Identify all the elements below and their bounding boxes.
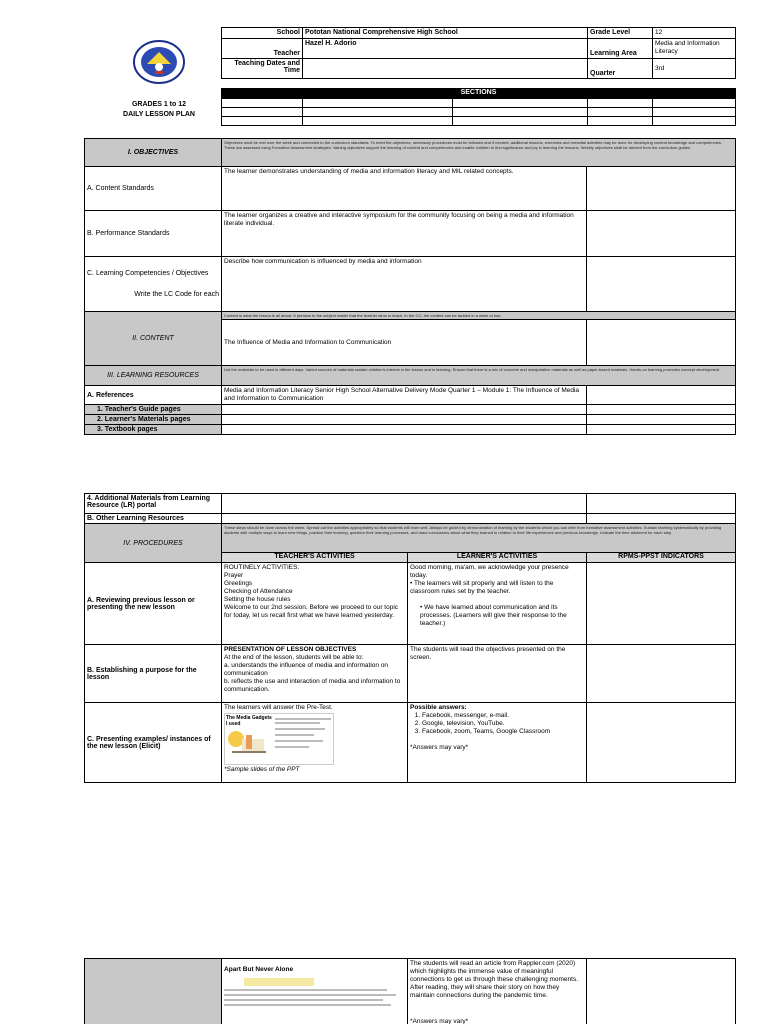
dates-label: Teaching Dates and Time <box>222 59 303 79</box>
article-title: Apart But Never Alone <box>224 966 294 973</box>
routine-item: Checking of Attendance <box>224 588 293 595</box>
textbook-label: 3. Textbook pages <box>85 425 222 435</box>
content-standards-text: The learner demonstrates understanding of media and information literacy and MIL related concepts. <box>222 167 587 211</box>
deped-seal <box>133 40 185 84</box>
lc-code-label: Write the LC Code for each <box>134 291 219 298</box>
section-d-label-cell <box>85 959 222 1024</box>
sections-table <box>221 88 736 126</box>
performance-standards-text: The learner organizes a creative and interactive symposium for the community focusing on being a media and information literate individual. <box>222 211 587 257</box>
learning-competencies-cell <box>85 257 222 312</box>
school-label: School <box>222 28 303 39</box>
procedures-note: These steps should be done across the week. Spread out the activities appropriately so that students will learn well. Always be guided by demonstration of learning by the students which you can infer from formative assessment activities. Sustain learning systematically by providing students with multiple ways to learn new things, practice their learning, question their learning processes, and draw conclusions about what they learned in relation to their life experiences and previous knowledge. Indicate the time allotment for each step. <box>222 524 736 553</box>
area-label: Learning Area <box>588 39 653 59</box>
article-answers-vary: *Answers may vary* <box>410 1018 469 1024</box>
content-text: The Influence of Media and Information to Communication <box>222 320 587 366</box>
resources-note: List the materials to be used in different days. Varied sources of materials sustain children's interest in the lesson and in learning. Ensure that there is a mix of concrete and manipulative materials as well as paper-based materials. Hands-on learning promotes concept development. <box>222 366 736 386</box>
plan-title-line2: DAILY LESSON PLAN <box>123 111 195 118</box>
header-table <box>221 27 736 79</box>
routine-head: ROUTINELY ACTIVITIES: <box>224 564 300 571</box>
objectives-note: Objectives must be met over the week and connected to the curriculum standards. To meet the objectives, necessary procedures must be followed and if needed, additional lessons, exercises and remedial activities may be done for developing content knowledge and competencies. These are assessed using Formative Assessment strategies. Valuing objectives support the learning of content and competencies and enable children to find significance and joy in learning the lessons. Weekly objectives shall be derived from the curriculum guides. <box>222 139 736 167</box>
routine-item: Greetings <box>224 580 253 587</box>
possible-answers-head: Possible answers: <box>410 704 467 711</box>
resources-label: III. LEARNING RESOURCES <box>85 366 222 386</box>
references-text: Media and Information Literacy Senior High School Alternative Delivery Mode Quarter 1 – Module 1: The Influence of Media and Information to Communication <box>222 386 587 405</box>
area-value: Media and Information Literacy <box>653 39 736 59</box>
content-standards-label: A. Content Standards <box>85 167 222 211</box>
objectives-label: I. OBJECTIVES <box>85 139 222 167</box>
other-resources-label: B. Other Learning Resources <box>85 514 222 524</box>
section-c-label: C. Presenting examples/ instances of the new lesson (Elicit) <box>85 703 222 783</box>
procedures-label: IV. PROCEDURES <box>85 524 222 563</box>
dates-value <box>303 59 588 79</box>
article-learner <box>408 959 587 1024</box>
learner-activities-header: LEARNER'S ACTIVITIES <box>408 553 587 563</box>
answer-item: 3. Facebook, zoom, Teams, Google Classroom <box>422 728 584 736</box>
school-value: Pototan National Comprehensive High School <box>303 28 588 39</box>
rpms-header: RPMS-PPST INDICATORS <box>587 553 736 563</box>
teachers-guide-label: 1. Teacher's Guide pages <box>85 405 222 415</box>
performance-standards-label: B. Performance Standards <box>85 211 222 257</box>
section-a-learner <box>408 563 587 645</box>
learning-competencies-label: C. Learning Competencies / Objectives <box>87 270 209 277</box>
objectives-presentation-head: PRESENTATION OF LESSON OBJECTIVES <box>224 646 357 653</box>
plan-title <box>100 100 218 120</box>
procedures-table <box>84 493 736 783</box>
article-cell <box>222 959 408 1024</box>
section-a-label: A. Reviewing previous lesson or presenting the new lesson <box>85 563 222 645</box>
article-table <box>84 958 736 1024</box>
content-note: Content is what the lesson is all about. It pertains to the subject matter that the teacher aims to teach. In the CG, the content can be tackled in a week or two. <box>222 312 736 320</box>
slide-illustration-icon <box>226 727 270 757</box>
sections-header: SECTIONS <box>222 89 736 99</box>
ppt-slide <box>224 713 334 765</box>
section-b-label: B. Establishing a purpose for the lesson <box>85 645 222 703</box>
answer-item: 1. Facebook, messenger, e-mail. <box>422 712 584 720</box>
learner-greeting: Good morning, ma'am, we acknowledge your presence today. <box>410 564 569 579</box>
welcome-text: Welcome to our 2nd session. Before we proceed to our topic for today, let us recall first what we have learned yesterday. <box>224 604 399 619</box>
plan-title-line1: GRADES 1 to 12 <box>131 101 187 108</box>
answers-vary: *Answers may vary* <box>410 744 469 751</box>
routine-item: Prayer <box>224 572 244 579</box>
article-learner-text: The students will read an article from Rappler.com (2020) which highlights the immense value of meaningful connections to get us through these challenging moments. After reading, they will share their story on how they maintain connections during the pandemic time. <box>410 960 579 999</box>
objectives-table <box>84 138 736 435</box>
article-thumbnail <box>224 978 405 1006</box>
answer-item: 2. Google, television, YouTube. <box>422 720 584 728</box>
pretest-intro: The learners will answer the Pre-Test. <box>224 704 333 711</box>
section-a-teacher <box>222 563 408 645</box>
slide-title: The Media Gadgets I used <box>226 715 272 727</box>
references-label: A. References <box>85 386 222 405</box>
objectives-intro: At the end of the lesson, students will be able to: <box>224 654 364 661</box>
grade-label: Grade Level <box>588 28 653 39</box>
grade-value: 12 <box>653 28 736 39</box>
section-b-learner: The students will read the objectives presented on the screen. <box>408 645 587 703</box>
section-c-learner <box>408 703 587 783</box>
learners-materials-label: 2. Learner's Materials pages <box>85 415 222 425</box>
teacher-value: Hazel H. Adorio <box>303 39 588 59</box>
additional-materials-label: 4. Additional Materials from Learning Resource (LR) portal <box>85 494 222 514</box>
teacher-activities-header: TEACHER'S ACTIVITIES <box>222 553 408 563</box>
section-c-teacher <box>222 703 408 783</box>
learner-recall: • We have learned about communication and its processes. (Learners will give their response to the teacher.) <box>420 604 584 628</box>
teacher-label: Teacher <box>222 39 303 59</box>
slide-caption: *Sample slides of the PPT <box>224 766 300 773</box>
section-b-teacher <box>222 645 408 703</box>
learning-competencies-text: Describe how communication is influenced by media and information <box>222 257 587 312</box>
objective-a: a. understands the influence of media and information on communication <box>224 662 389 677</box>
learner-rule: • The learners will sit properly and will listen to the classroom rules set by the teacher. <box>410 580 584 596</box>
quarter-label: Quarter <box>588 59 653 79</box>
routine-item: Setting the house rules <box>224 596 291 603</box>
content-label: II. CONTENT <box>85 312 222 366</box>
quarter-value: 3rd <box>653 59 736 79</box>
objective-b: b. reflects the use and interaction of media and information to communication. <box>224 678 401 693</box>
